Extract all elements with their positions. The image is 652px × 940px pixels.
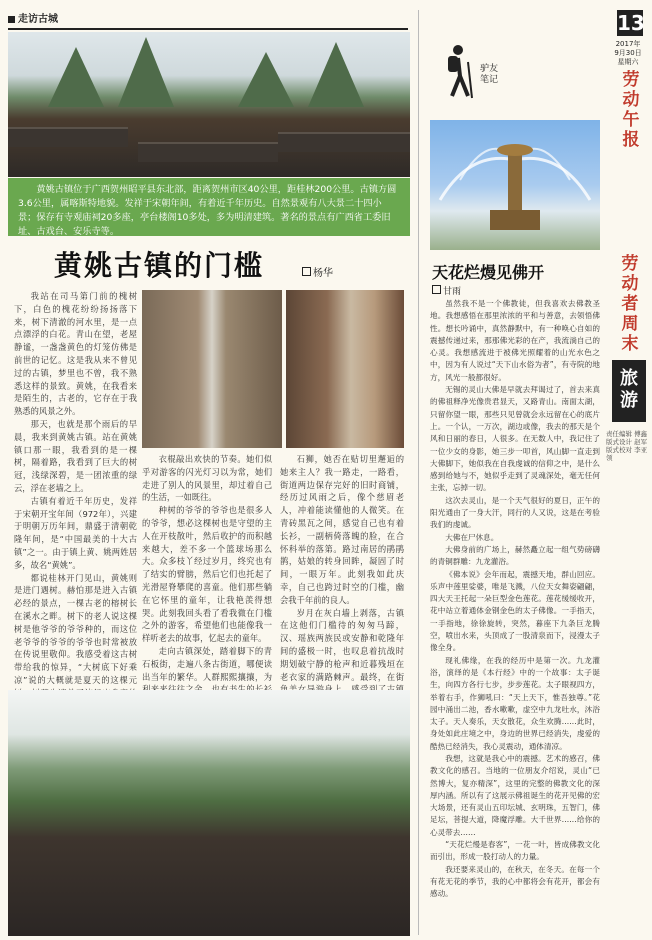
author-name: 甘雨 [443,287,462,297]
publication-date [606,40,650,67]
column-divider [418,10,419,935]
article-headline: 黄姚古镇的门槛 [54,249,265,282]
section-title-travel: 旅游 [612,360,646,422]
hiker-icon [438,42,478,100]
credit-editor: 责任编辑 傅鑫 [606,430,648,438]
paragraph: 无锡的灵山大佛是早就去拜谒过了，首去来真的佛祖释净光像贵君显天，又路青山。南面太湖，只留你望一眼，那些只见曾就会永远留在心的底片上。一个认，一万次，湖边或像，我去的那天是个风和日丽的春日，人很多。在无数人中，我记住了一位少女的身影，她三步一叩首，风山脚一直走到大佛脚下，她似我在自我虔诚的信仰之中，是什么感到给她与不，她似乎走到了灵魂深处，毫无任何主张，忘掉一切。 [430,385,600,493]
paragraph: 走向古镇深处，踏着脚下的青石板街，走遍八条古街道，哪便读出当年的繁华。人群熙熙攘攘，为 [142,645,272,682]
paragraph: 那天，也就是那个雨后的早晨，我来到黄姚古镇。站在黄姚镇口那一眼，我看到的是一棵树，隔着路，我看到了巨大的树冠，浅绿深碧，是一团浓重的绿云，浮在老墙之上。 [14,418,137,493]
paragraph: 大佛在尸休息。 [445,532,499,542]
paragraph: 大佛身前的广场上，赫然矗立起一组气势磅礴的青铜群雕：九龙灌浴。 [430,544,600,567]
paragraph: “天花烂熳是春客”，一花一叶，皆成佛教文化而引出，形成一股打动人的力量。 [430,840,600,862]
credit-designer: 版式设计 赵军 [606,438,648,446]
paragraph: 岁月在灰白墙上剥落，古镇在这他们门槛待的匆匆马蹄，汉、瑶族两族民或安静和乾隆年间的盛极一时，也叹息着抗战时期划破宁静的枪声和近暮残垣在老衣家的满路棘声。最终，在街 [280,607,404,682]
paragraph: 衣棍敲出欢快的节奏。她们似乎对游客的闪光灯习以为常，她们走进了别人的风景里，却过着自己的生活，一如既往。 [142,454,272,503]
old-street-photo-left [142,290,282,448]
paragraph: 《佛本说》会年而起，震撼天地，群山回应。乐声中莲里娑婆，唯是飞溅，八位天女舞姿翩翩，四大天王托起一朵巨型金色莲花。莲花缓缓收开，花中站立着通体金钢金色的太子佛像。一手指天，一手指地，徐徐旋转，突然，暮座下九条巨龙腾空，喷出水来，头顶成了一股清泉而下，浸漫太子像全身。 [430,569,600,653]
photo-caption: 黄姚古镇位于广西贺州昭平县东北部，距离贺州市区40公里，距桂林200公里。古镇方圆3.6公里，属喀斯特地貌。发祥于宋朝年间，有着近千年历史。自然景观有八大景二十四小景；保存有寺观庙祠20多座，亭台楼阁10多处，多为明清建筑。著名的景点有广西省工委旧址、古戏台、安乐寺等。 [8,178,410,236]
rooftops-photo [8,690,410,936]
paragraph: 石狮，她否在贴切里邂逅的她来主人？我一路走，一路看，街道两边保存完好的旧时商铺，经历过风雨之后，像个慈眉老人，冲着能读懂他的人微笑。在青砖黑瓦之间，感觉自己也有着长衫，一副柄倚落魄的脸，在合怀科举的落第。路过南居的鹃鹃鹊，姑娘的转身回眸，凝固了时间，一眼万年。此刻我如此庆幸，自己也跨过时空的门槛，幽会我千年前的良人。 [280,454,404,605]
paragraph: 我还要来灵山的，在秋天，在冬天。在每一个有花无花的季节，我的心中都将会有花开，都会有感动。 [430,864,600,899]
paragraph: 我想，这就是我心中的震撼。艺术的感召，佛教文化的感召。当地的一位朋友介绍说，灵山“已然博大，复亦精深”，这里的完整的佛教文化的深厚内涵。所以有了这展示佛祖诞生的花开见佛的宏大场景，还有灵山五印坛城、玄明珠，五智门，佛足坛，菩提大道，降魔浮雕。大千世界……给你的心灵带去…… [430,753,600,837]
section-label [8,10,58,25]
byline-box-icon [302,267,311,276]
masthead: 劳动午报 [622,70,640,150]
square-bullet-icon [8,16,15,23]
date-year: 2017年 [615,40,641,48]
paragraph: 都说桂林开门见山，黄姚则是进门遇树。赫怕那是进入古镇必经的景点，一棵古老的榕树长在溪水之畔。树下的老人说这棵树是他爷爷的爷爷种的，而这位老爷爷的爷爷的爷爷也时常被放在传说里敬仰。我感受着这古树带给我的惊异，“大树底下好乘凉”说的大概就是夏天的这棵元 [14,572,137,685]
section-label-text: 走访古城 [18,14,58,25]
column-name: 驴友笔记 [479,64,498,85]
author-name: 杨华 [313,268,333,279]
top-rule [8,28,408,30]
article-byline [302,264,333,279]
date-weekday: 星期六 [617,58,639,66]
date-day: 9月30日 [614,49,642,57]
editor-credits [606,430,650,462]
article-column-2 [142,453,272,722]
right-article-byline [432,284,461,297]
paragraph: 古镇有着近千年历史，发祥于宋朝开宝年间（972年），兴建于明朝万历年间，鼎盛于清朝乾隆年间，是“中国最美的十大古镇”之一。由于镇上黄、姚两姓居多，故名“黄姚”。 [14,495,137,570]
paragraph: 虽然我不是一个佛教徒，但我喜欢去佛教圣地。我想感悟在那里浓浓的平和与善意，去领悟佛性。想长吟诵中，真然静默中，有一种唤心自如的震撼传递过来，那那佛光彩的在产，我流淌自己的心灵。我想感流进于被佛光照耀着的山光水色之中，因为有人说过“天下山水俗为者”，有寺院的地方，风光一般都很好。 [430,299,600,382]
paragraph: 我站在司马第门前的槐树下，白色的槐花纷纷扬扬落下来，树下清澈的河水里，是一点点漂浮的白花。青山在望，老屋静谧，一盏盏黄色的灯笼仿佛是前世的记忆。这是我从来不曾见过的古镇，梦里也不曾，我不熟悉这样的景致。黄姚，在我看来是陌生的，古老的，它存在于我熟悉的风景之外。 [14,291,137,417]
town-panorama-photo [8,32,410,177]
right-article-title: 天花烂熳见佛开 [432,263,545,282]
paragraph: 这次去灵山，是一个天气很好的夏日，正午的阳光通由了一身大汗，同行的人又说，这是在考验我们的虔诚。 [430,495,600,530]
right-article-body [430,298,600,901]
buddha-fountain-photo [430,120,600,250]
old-street-photo-right [286,290,404,448]
paragraph: 现礼佛缘，在我的经历中是第一次。九龙灌浴，演绎的是《本行经》中的一个故事：太子诞生，向四方各行七步，步步莲花。太子眼视四方，举着右手，作狮吼曰：“天上天下，惟吾独尊。”花园中涌出二池，香水嗽嗽，虚空中九龙吐水，沐浴太子。天人奏乐，天女散花，众生欢腾……此时，身处如此庄境之中，身边的世界已经消失，虔爱的酷热已经消失，我心灵震动，通体清凉。 [430,655,600,751]
byline-box-icon [432,285,441,294]
section-title-weekend: 劳动者周末 [621,254,639,354]
page-number: 13 [617,11,645,35]
paragraph: 种树的爷爷的爷爷也是很多人的爷爷，想必这棵树也是守望的主人在开枝散叶，然后收护的而积越来越大，差不多一个篮球场那么大。众多枝丫经过岁月，终究也有了结实的臂膀，然后它们也托起了光滑屋脊攀爬的喜童。他们那些躺在它怀里的童年，让我艳羡得想哭。此刻我回头看了看我微在门槛之外的游客，希望他们也能像我一样听老去的故事，忆起去的童年。 [142,505,272,644]
credit-proofreader: 版式校对 李亚领 [606,446,648,462]
article-column-1 [14,290,137,712]
